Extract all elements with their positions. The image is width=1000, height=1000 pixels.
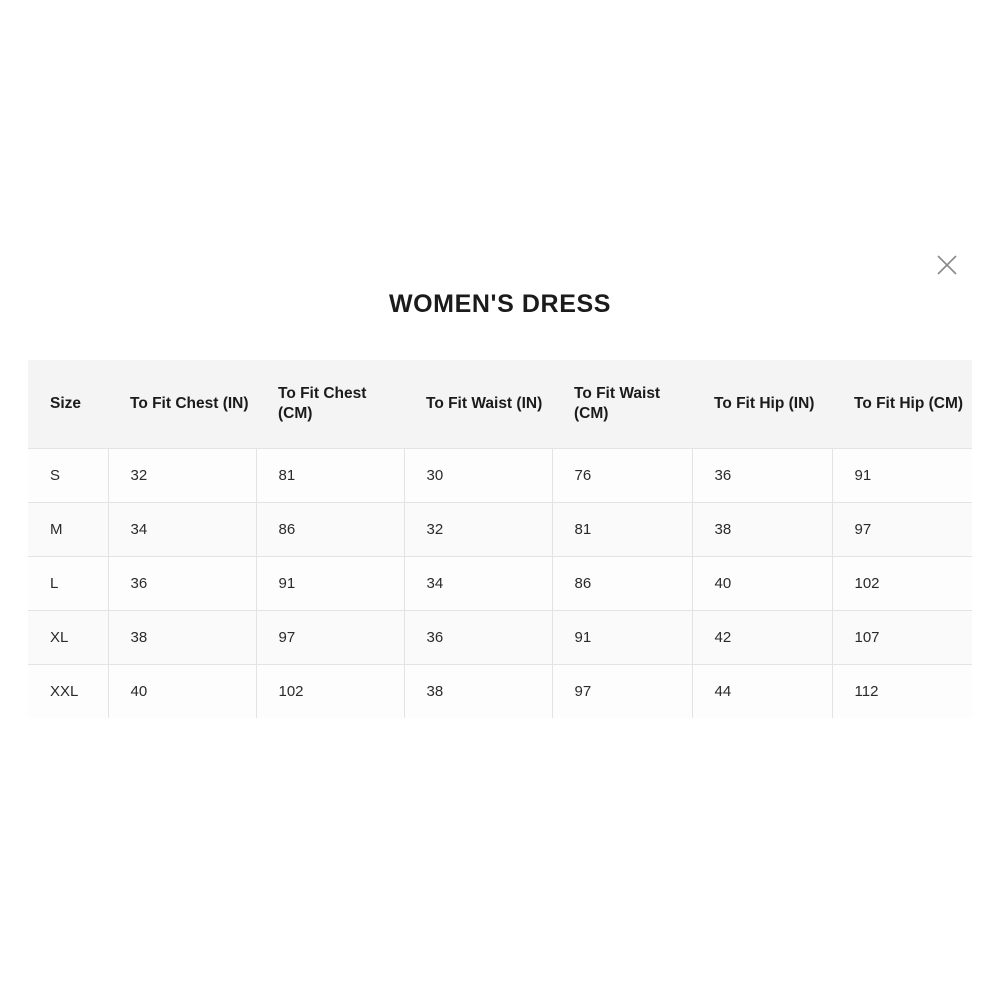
table-row — [28, 556, 972, 610]
cell-hip-cm: 97 — [832, 502, 972, 556]
cell-hip-in: 44 — [692, 664, 832, 718]
cell-hip-in: 38 — [692, 502, 832, 556]
table-row — [28, 610, 972, 664]
cell-chest-cm: 86 — [256, 502, 404, 556]
cell-chest-in: 40 — [108, 664, 256, 718]
size-chart-table — [28, 360, 972, 718]
column-header-hip-cm: To Fit Hip (CM) — [832, 360, 972, 448]
table-row — [28, 502, 972, 556]
cell-hip-in: 40 — [692, 556, 832, 610]
cell-hip-in: 42 — [692, 610, 832, 664]
cell-hip-cm: 91 — [832, 448, 972, 502]
cell-size: M — [28, 502, 108, 556]
cell-waist-cm: 91 — [552, 610, 692, 664]
table-body — [28, 448, 972, 718]
cell-waist-cm: 76 — [552, 448, 692, 502]
cell-chest-cm: 81 — [256, 448, 404, 502]
table-row — [28, 448, 972, 502]
close-icon[interactable] — [930, 248, 964, 282]
cell-size: XXL — [28, 664, 108, 718]
cell-chest-in: 36 — [108, 556, 256, 610]
table-row — [28, 664, 972, 718]
cell-waist-in: 30 — [404, 448, 552, 502]
cell-hip-in: 36 — [692, 448, 832, 502]
cell-chest-cm: 91 — [256, 556, 404, 610]
table-header-row — [28, 360, 972, 448]
cell-chest-in: 32 — [108, 448, 256, 502]
cell-chest-cm: 102 — [256, 664, 404, 718]
cell-size: S — [28, 448, 108, 502]
column-header-hip-in: To Fit Hip (IN) — [692, 360, 832, 448]
column-header-waist-in: To Fit Waist (IN) — [404, 360, 552, 448]
column-header-size: Size — [28, 360, 108, 448]
cell-waist-in: 36 — [404, 610, 552, 664]
cell-size: XL — [28, 610, 108, 664]
cell-waist-cm: 97 — [552, 664, 692, 718]
cell-chest-in: 38 — [108, 610, 256, 664]
cell-size: L — [28, 556, 108, 610]
column-header-chest-cm: To Fit Chest (CM) — [256, 360, 404, 448]
cell-waist-in: 38 — [404, 664, 552, 718]
cell-hip-cm: 102 — [832, 556, 972, 610]
cell-waist-cm: 86 — [552, 556, 692, 610]
cell-chest-cm: 97 — [256, 610, 404, 664]
cell-waist-in: 34 — [404, 556, 552, 610]
cell-chest-in: 34 — [108, 502, 256, 556]
table-header — [28, 360, 972, 448]
close-icon-glyph — [936, 254, 958, 276]
column-header-waist-cm: To Fit Waist (CM) — [552, 360, 692, 448]
cell-hip-cm: 107 — [832, 610, 972, 664]
cell-waist-in: 32 — [404, 502, 552, 556]
cell-hip-cm: 112 — [832, 664, 972, 718]
page-title: WOMEN'S DRESS — [388, 290, 612, 318]
column-header-chest-in: To Fit Chest (IN) — [108, 360, 256, 448]
size-chart-table-wrap — [28, 360, 972, 718]
cell-waist-cm: 81 — [552, 502, 692, 556]
